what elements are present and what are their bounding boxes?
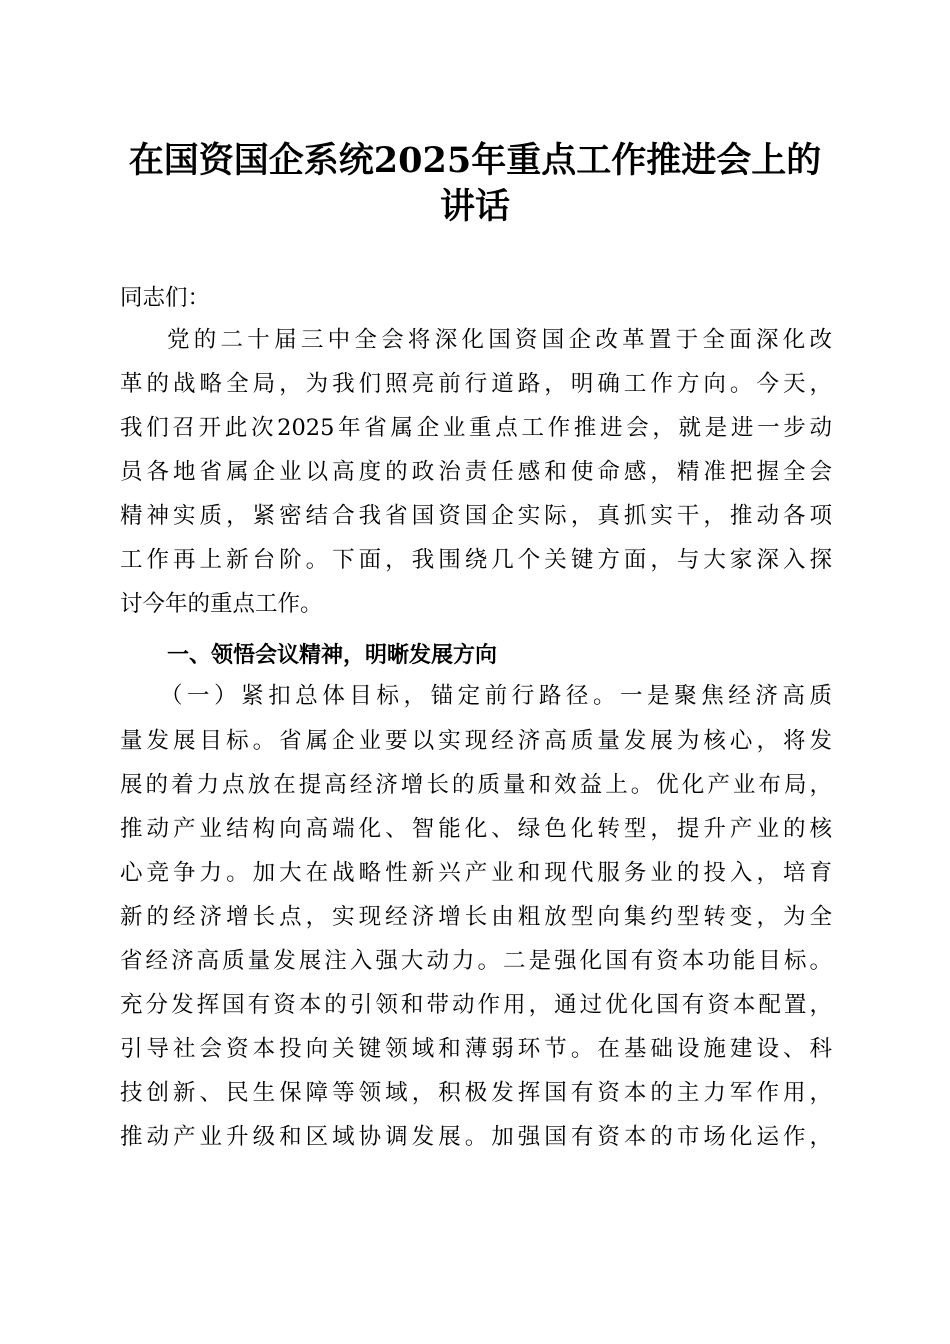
paragraph-line: 我们召开此次2025年省属企业重点工作推进会，就是进一步动: [120, 415, 832, 441]
document-title-line-2: 讲话: [439, 186, 510, 227]
paragraph-line: 引导社会资本投向关键领域和薄弱环节。在基础设施建设、科: [120, 1036, 832, 1062]
paragraph-line: 充分发挥国有资本的引领和带动作用，通过优化国有资本配置，: [120, 992, 832, 1018]
paragraph-line: 技创新、民生保障等领域，积极发挥国有资本的主力军作用，: [120, 1080, 832, 1106]
paragraph-line: 党的二十届三中全会将深化国资国企改革置于全面深化改: [167, 327, 832, 353]
paragraph-line: 量发展目标。省属企业要以实现经济高质量发展为核心，将发: [120, 728, 832, 754]
paragraph-line: 推动产业升级和区域协调发展。加强国有资本的市场化运作，: [120, 1124, 832, 1150]
section-heading: 一、领悟会议精神，明晰发展方向: [167, 643, 498, 668]
paragraph-line: 讨今年的重点工作。: [120, 591, 323, 617]
paragraph-line: 推动产业结构向高端化、智能化、绿色化转型，提升产业的核: [120, 816, 832, 842]
paragraph-line: 心竞争力。加大在战略性新兴产业和现代服务业的投入，培育: [120, 860, 832, 886]
paragraph-line: 革的战略全局，为我们照亮前行道路，明确工作方向。今天，: [120, 371, 832, 397]
paragraph-line: 展的着力点放在提高经济增长的质量和效益上。优化产业布局，: [120, 772, 832, 798]
paragraph-line: 省经济高质量发展注入强大动力。二是强化国有资本功能目标。: [120, 948, 832, 974]
salutation: 同志们：: [120, 285, 211, 311]
document-title-line-1: 在国资国企系统2025年重点工作推进会上的: [128, 140, 822, 181]
paragraph-line: （一）紧扣总体目标，锚定前行路径。一是聚焦经济高质: [160, 683, 832, 709]
paragraph-line: 工作再上新台阶。下面，我围绕几个关键方面，与大家深入探: [120, 547, 832, 573]
paragraph-line: 员各地省属企业以高度的政治责任感和使命感，精准把握全会: [120, 459, 832, 485]
paragraph-line: 精神实质，紧密结合我省国资国企实际，真抓实干，推动各项: [120, 503, 832, 529]
paragraph-line: 新的经济增长点，实现经济增长由粗放型向集约型转变，为全: [120, 904, 832, 930]
